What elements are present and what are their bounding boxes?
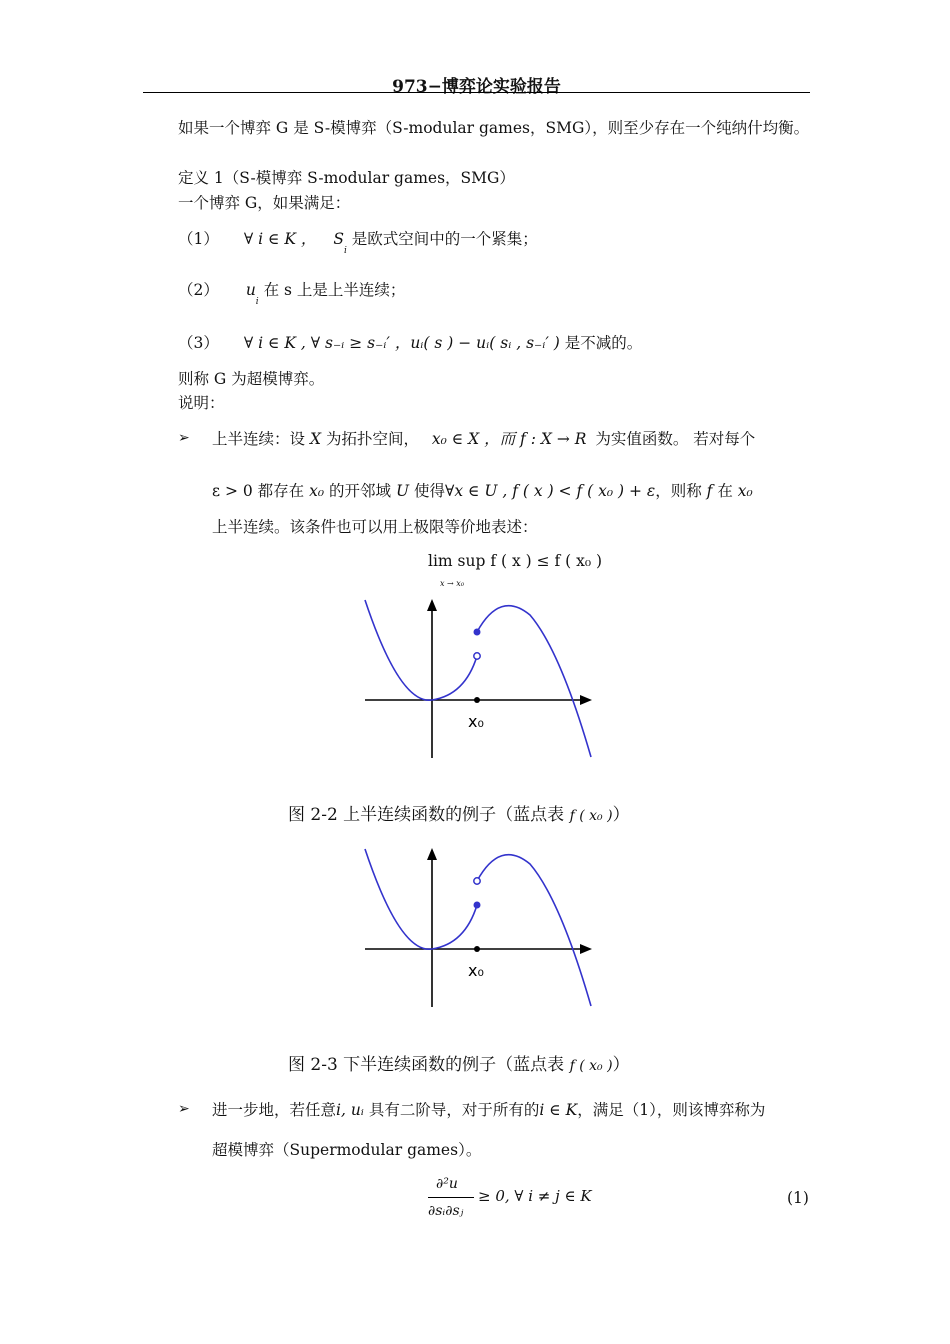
figure-2-3-caption bbox=[288, 1050, 630, 1075]
curve-left bbox=[365, 849, 477, 949]
y-axis-arrow-icon bbox=[427, 848, 437, 860]
bullet2-text-a: 进一步地，若任意 bbox=[212, 1101, 337, 1119]
figure-2-2-caption-fx: f ( x₀ ) bbox=[569, 808, 613, 824]
figure-2-3-caption-fx: f ( x₀ ) bbox=[569, 1058, 613, 1074]
figure-2-3-caption-end: ） bbox=[612, 1055, 630, 1075]
x-axis-arrow-icon bbox=[580, 944, 592, 954]
bullet1-then: ，则称 bbox=[655, 482, 702, 500]
condition-3-text: 是不减的。 bbox=[564, 334, 643, 352]
curve-right bbox=[477, 606, 591, 757]
bullet1-line1 bbox=[212, 429, 755, 449]
equation-numerator: ∂²u bbox=[436, 1176, 458, 1192]
y-axis-arrow-icon bbox=[427, 599, 437, 611]
bullet2-line2: 超模博弈（Supermodular games）。 bbox=[212, 1141, 482, 1159]
condition-1-text: 是欧式空间中的一个紧集； bbox=[351, 230, 538, 248]
note-label: 说明： bbox=[178, 394, 225, 412]
bullet2-math: i, uᵢ bbox=[336, 1101, 364, 1119]
bullet2-text-b: 具有二阶导，对于所有的 bbox=[368, 1101, 540, 1119]
curve-right bbox=[477, 855, 591, 1006]
filled-point bbox=[474, 902, 481, 909]
condition-2-subscript: i bbox=[255, 297, 259, 307]
equation-number: (1) bbox=[787, 1189, 809, 1207]
bullet2-math2: i ∈ K bbox=[539, 1101, 578, 1119]
condition-1-subscript: i bbox=[343, 246, 347, 256]
open-point bbox=[474, 653, 480, 659]
condition-1-symbol: S bbox=[333, 230, 344, 248]
bullet1-neighborhood-text: 的开邻域 bbox=[329, 482, 392, 500]
fraction-bar bbox=[428, 1197, 474, 1198]
equation-rest: ≥ 0, ∀ i ≠ j ∈ K bbox=[478, 1187, 592, 1205]
x0-marker bbox=[474, 697, 480, 703]
condition-3-num: （3） bbox=[178, 334, 219, 352]
bullet1-math: x₀ ∈ X ，而 f : X → R bbox=[431, 430, 587, 448]
bullet1-epsilon-text: ε > 0 都存在 bbox=[212, 482, 305, 500]
bullet1-line2 bbox=[212, 481, 753, 501]
bullet1-such-that: 使得 bbox=[413, 482, 445, 500]
x0-axis-label: x₀ bbox=[468, 961, 484, 980]
open-point bbox=[474, 878, 480, 884]
x0-axis-label: x₀ bbox=[468, 712, 484, 731]
limsup-formula: lim sup f ( x ) ≤ f ( x₀ ) bbox=[428, 552, 603, 570]
figure-2-2-caption-end: ） bbox=[612, 805, 630, 825]
figure-2-2-caption bbox=[288, 800, 630, 825]
bullet1-U: U bbox=[395, 482, 410, 500]
filled-point bbox=[474, 629, 481, 636]
condition-2 bbox=[178, 280, 406, 307]
bullet1-condition-math: ∀x ∈ U , f ( x ) < f ( x₀ ) + ε bbox=[445, 482, 656, 500]
condition-1-math: ∀ i ∈ K ， bbox=[243, 230, 317, 248]
curve-left bbox=[365, 600, 477, 700]
bullet1-at: 在 bbox=[717, 482, 733, 500]
definition-title: 定义 1（S-模博弈 S-modular games，SMG） bbox=[178, 169, 515, 187]
equation-denominator: ∂sᵢ∂sⱼ bbox=[428, 1203, 464, 1219]
condition-3 bbox=[178, 333, 642, 353]
page-header: 973−博弈论实验报告 bbox=[392, 77, 561, 97]
figure-upper-semicontinuous bbox=[360, 595, 595, 760]
bullet1-x0: x₀ bbox=[309, 482, 325, 500]
figure-2-3-caption-text: 图 2-3 下半连续函数的例子（蓝点表 bbox=[288, 1055, 565, 1075]
figure-2-2-caption-text: 图 2-2 上半连续函数的例子（蓝点表 bbox=[288, 805, 565, 825]
x0-marker bbox=[474, 946, 480, 952]
definition-conclusion: 则称 G 为超模博弈。 bbox=[178, 370, 325, 388]
limsup-subscript: x → x₀ bbox=[440, 579, 465, 588]
bullet-arrow-icon: ➢ bbox=[178, 430, 190, 446]
header-rule bbox=[143, 92, 810, 93]
bullet1-text-c: 为实值函数。 若对每个 bbox=[595, 430, 756, 448]
condition-1 bbox=[178, 229, 538, 256]
bullet1-text-b: 为拓扑空间， bbox=[325, 430, 419, 448]
condition-2-text: 在 s 上是上半连续； bbox=[263, 281, 406, 299]
condition-2-num: （2） bbox=[178, 281, 219, 299]
bullet1-f: f bbox=[706, 482, 713, 500]
bullet1-X: X bbox=[309, 430, 321, 448]
bullet1-line3: 上半连续。该条件也可以用上极限等价地表述： bbox=[212, 518, 538, 536]
bullet2-line1 bbox=[212, 1100, 765, 1120]
definition-lead: 一个博弈 G，如果满足： bbox=[178, 194, 351, 212]
bullet1-x0b: x₀ bbox=[737, 482, 753, 500]
bullet-arrow-icon: ➢ bbox=[178, 1101, 190, 1117]
figure-lower-semicontinuous bbox=[360, 844, 595, 1009]
condition-3-math: ∀ i ∈ K , ∀ s₋ᵢ ≥ s₋ᵢ′ ，uᵢ( s ) − uᵢ( sᵢ , s₋ᵢ′ ) bbox=[243, 334, 560, 352]
x-axis-arrow-icon bbox=[580, 695, 592, 705]
condition-1-num: （1） bbox=[178, 230, 219, 248]
bullet2-text-c: ，满足（1），则该博弈称为 bbox=[577, 1101, 766, 1119]
bullet1-text-a: 上半连续：设 bbox=[212, 430, 306, 448]
condition-2-symbol: u bbox=[245, 281, 256, 299]
equation-1 bbox=[428, 1176, 628, 1232]
intro-text: 如果一个博弈 G 是 S-模博弈（S-modular games，SMG），则至少存在一个纯纳什均衡。 bbox=[178, 119, 810, 137]
